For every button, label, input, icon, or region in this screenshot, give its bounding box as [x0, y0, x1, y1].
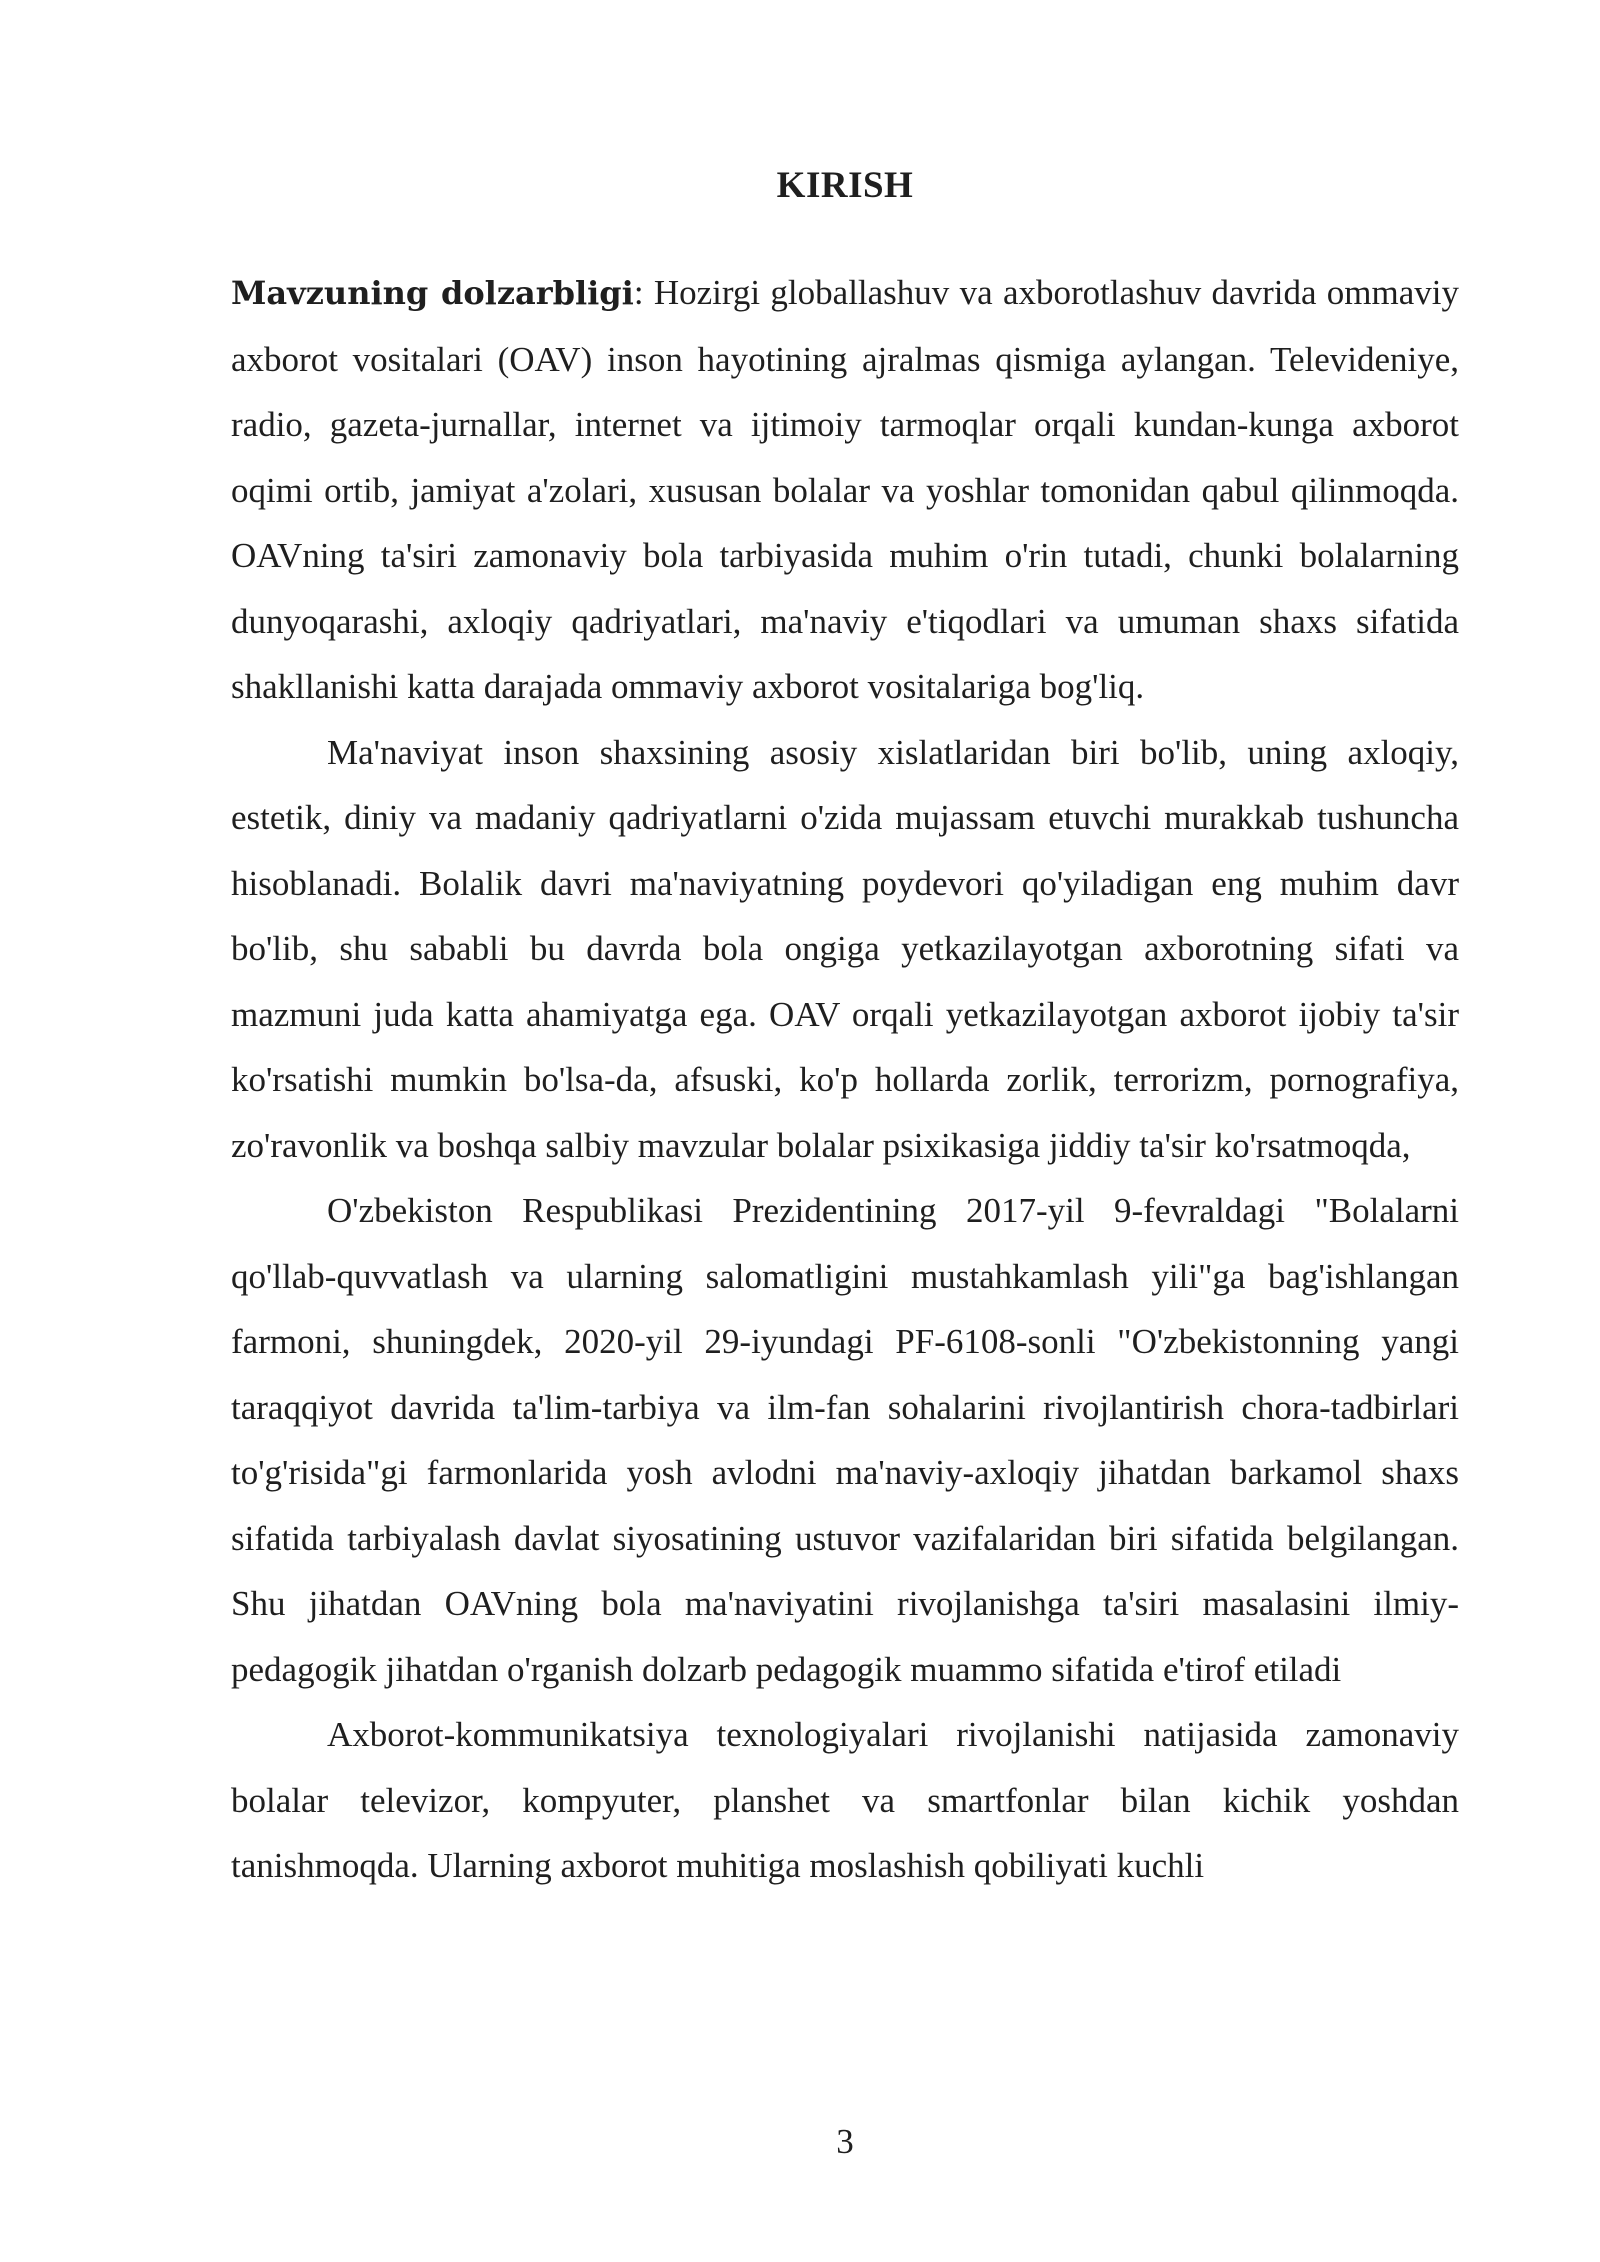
lead-label: Mavzuning dolzarbligi	[231, 274, 634, 312]
paragraph-ict: Axborot-kommunikatsiya texnologiyalari rivojlanishi natijasida zamonaviy bolalar televizor, kompyuter, planshet va smartfonlar bilan kichik yoshdan tanishmoqda. Ularning axborot muhitiga moslashish qobiliyati kuchli	[231, 1715, 1459, 1885]
paragraph-spirituality: Ma'naviyat inson shaxsining asosiy xislatlaridan biri bo'lib, uning axloqiy, estetik, diniy va madaniy qadriyatlarni o'zida mujassam etuvchi murakkab tushuncha hisoblanadi. Bolalik davri ma'naviyatning poydevori qo'yiladigan eng muhim davr bo'lib, shu sababli bu davrda bola ongiga yetkazilayotgan axborotning sifati va mazmuni juda katta ahamiyatga ega. OAV orqali yetkazilayotgan axborot ijobiy ta'sir ko'rsatishi mumkin bo'lsa-da, afsuski, ko'p hollarda zorlik, terrorizm, pornografiya, zo'ravonlik va boshqa salbiy mavzular bolalar psixikasiga jiddiy ta'sir ko'rsatmoqda,	[231, 732, 1459, 1165]
paragraph-decree: O'zbekiston Respublikasi Prezidentining 2017-yil 9-fevraldagi "Bolalarni qo'llab-quvvatlash va ularning salomatligini mustahkamlash yili"ga bag'ishlangan farmoni, shuningdek, 2020-yil 29-iyundagi PF-6108-sonli "O'zbekistonning yangi taraqqiyot davrida ta'lim-tarbiya va ilm-fan sohalarini rivojlantirish chora-tadbirlari to'g'risida"gi farmonlarida yosh avlodni ma'naviy-axloqiy jihatdan barkamol shaxs sifatida tarbiyalash davlat siyosatining ustuvor vazifalaridan biri sifatida belgilangan. Shu jihatdan OAVning bola ma'naviyatini rivojlanishga ta'siri masalasini ilmiy-pedagogik jihatdan o'rganish dolzarb pedagogik muammo sifatida e'tirof etiladi	[231, 1191, 1459, 1689]
page-title: KIRISH	[776, 165, 914, 206]
body-text	[231, 260, 1459, 1899]
lead-separator: :	[633, 273, 644, 312]
page-number: 3	[836, 2122, 854, 2161]
paragraph-relevance	[231, 260, 1459, 720]
paragraph-text: Hozirgi globallashuv va axborotlashuv davrida ommaviy axborot vositalari (OAV) inson hayotining ajralmas qismiga aylangan. Televideniye, radio, gazeta-jurnallar, internet va ijtimoiy tarmoqlar orqali kundan-kunga axborot oqimi ortib, jamiyat a'zolari, xususan bolalar va yoshlar tomonidan qabul qilinmoqda. OAVning ta'siri zamonaviy bola tarbiyasida muhim o'rin tutadi, chunki bolalarning dunyoqarashi, axloqiy qadriyatlari, ma'naviy e'tiqodlari va umuman shaxs sifatida shakllanishi katta darajada ommaviy axborot vositalariga bog'liq.	[231, 273, 1459, 706]
